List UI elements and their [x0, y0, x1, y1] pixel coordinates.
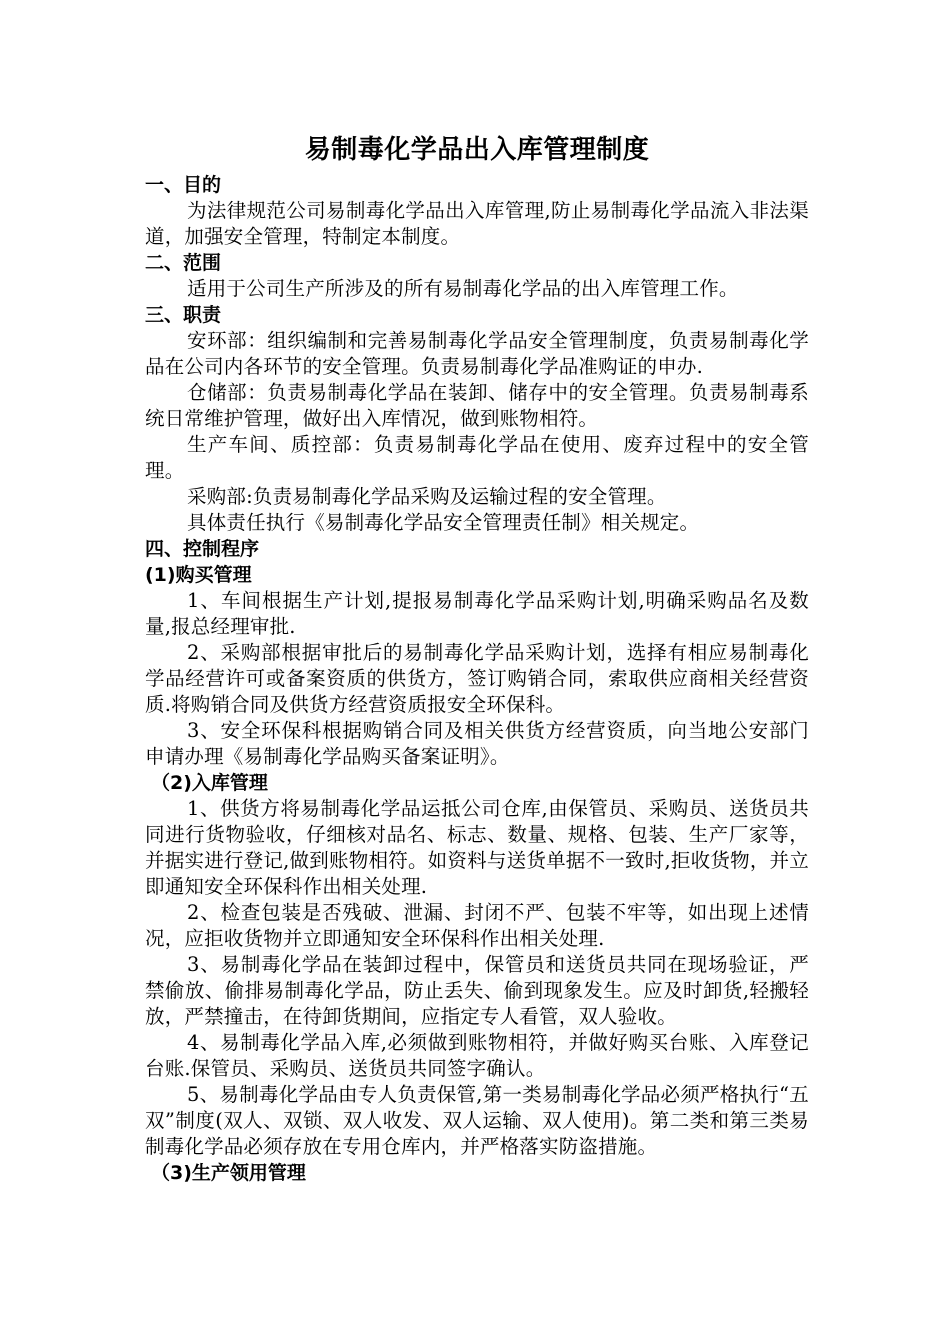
paragraph: 具体责任执行《易制毒化学品安全管理责任制》相关规定。: [187, 511, 700, 534]
paragraph: 适用于公司生产所涉及的所有易制毒化学品的出入库管理工作。: [187, 277, 739, 300]
paragraph: 4、易制毒化学品入库,必须做到账物相符，并做好购买台账、入库登记台账.保管员、采购员、送货员共同签字确认。: [145, 1031, 809, 1080]
subsection-heading-production-use: （3)生产领用管理: [151, 1162, 306, 1184]
paragraph: 安环部：组织编制和完善易制毒化学品安全管理制度，负责易制毒化学品在公司内各环节的安全管理。负责易制毒化学品准购证的申办.: [145, 329, 809, 378]
subsection-heading-purchase: (1)购买管理: [145, 564, 252, 586]
paragraph: 5、易制毒化学品由专人负责保管,第一类易制毒化学品必须严格执行“五双”制度(双人、双锁、双人收发、双人运输、双人使用)。第二类和第三类易制毒化学品必须存放在专用仓库内，并严格落实防盗措施。: [145, 1083, 809, 1158]
document-page: [145, 128, 809, 1186]
paragraph: 采购部:负责易制毒化学品采购及运输过程的安全管理。: [187, 485, 667, 508]
paragraph: 1、供货方将易制毒化学品运抵公司仓库,由保管员、采购员、送货员共同进行货物验收，仔细核对品名、标志、数量、规格、包装、生产厂家等，并据实进行登记,做到账物相符。如资料与送货单据不一致时,拒收货物，并立即通知安全环保科作出相关处理.: [145, 797, 809, 898]
section-heading-purpose: 一、目的: [145, 174, 222, 196]
paragraph: 2、检查包装是否残破、泄漏、封闭不严、包装不牢等，如出现上述情况，应拒收货物并立即通知安全环保科作出相关处理.: [145, 901, 809, 950]
paragraph: 3、易制毒化学品在装卸过程中，保管员和送货员共同在现场验证，严禁偷放、偷排易制毒化学品，防止丢失、偷到现象发生。应及时卸货,轻搬轻放，严禁撞击，在待卸货期间，应指定专人看管，双人验收。: [145, 953, 809, 1028]
subsection-heading-warehousing: （2)入库管理: [151, 772, 268, 794]
section-heading-scope: 二、范围: [145, 252, 222, 274]
paragraph: 生产车间、质控部：负责易制毒化学品在使用、废弃过程中的安全管理。: [145, 433, 809, 482]
page-title: 易制毒化学品出入库管理制度: [304, 135, 650, 165]
paragraph: 为法律规范公司易制毒化学品出入库管理,防止易制毒化学品流入非法渠道，加强安全管理，特制定本制度。: [145, 199, 809, 248]
paragraph: 2、采购部根据审批后的易制毒化学品采购计划，选择有相应易制毒化学品经营许可或备案资质的供货方，签订购销合同，索取供应商相关经营资质.将购销合同及供货方经营资质报安全环保科。: [145, 641, 809, 716]
paragraph: 1、车间根据生产计划,提报易制毒化学品采购计划,明确采购品名及数量,报总经理审批.: [145, 589, 809, 638]
section-heading-duties: 三、职责: [145, 304, 222, 326]
paragraph: 3、安全环保科根据购销合同及相关供货方经营资质，向当地公安部门申请办理《易制毒化学品购买备案证明》。: [145, 719, 809, 768]
paragraph: 仓储部：负责易制毒化学品在装卸、储存中的安全管理。负责易制毒系统日常维护管理，做好出入库情况，做到账物相符。: [145, 381, 809, 430]
section-heading-control-procedure: 四、控制程序: [145, 538, 260, 560]
